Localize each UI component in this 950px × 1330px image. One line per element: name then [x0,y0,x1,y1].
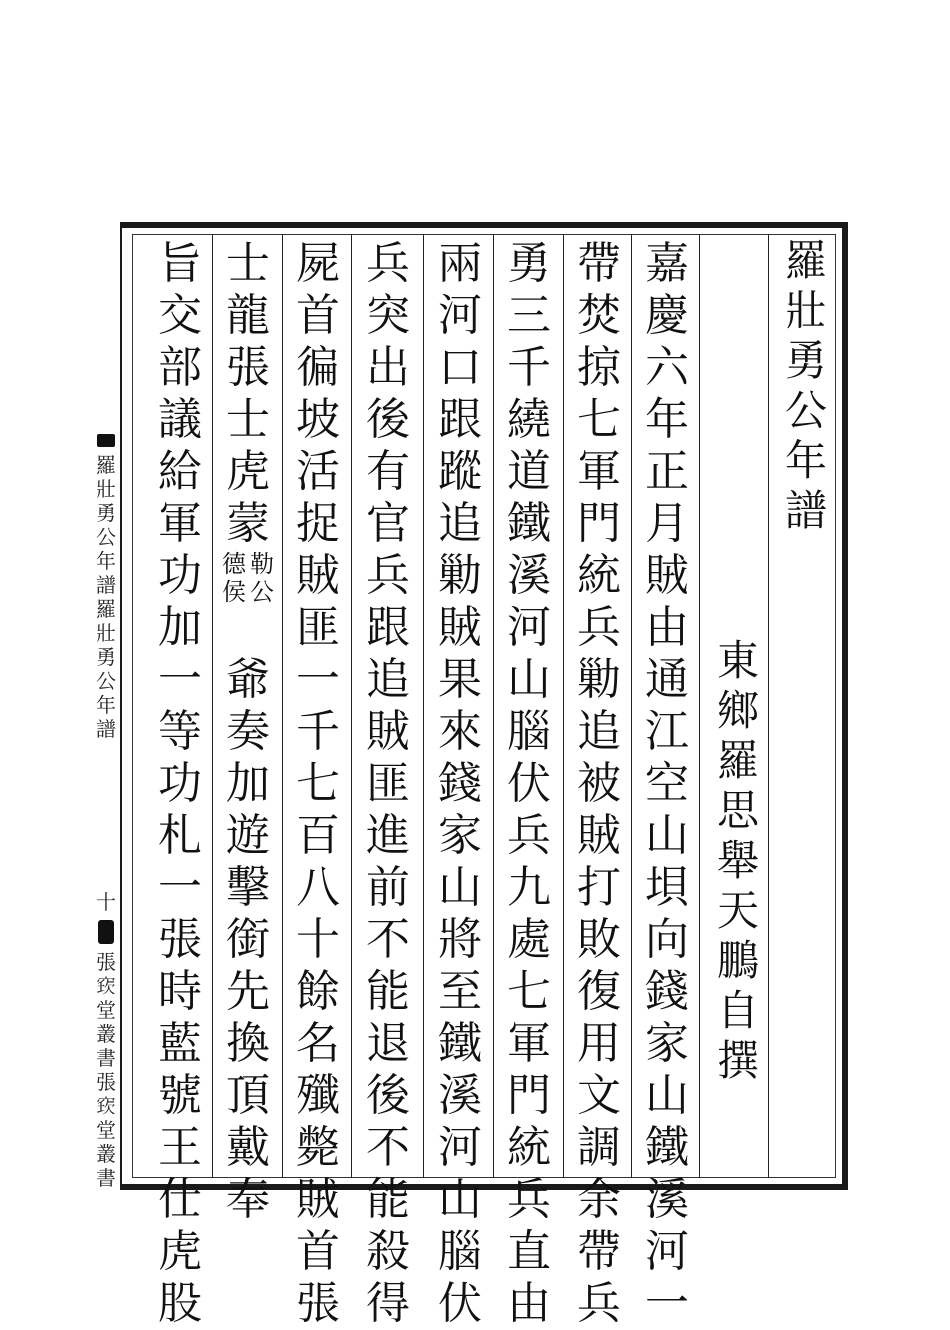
character: 溪 [645,1174,689,1225]
character: 堂 [96,998,116,1022]
character: 家 [438,810,482,861]
character: 向 [645,914,689,965]
character: 賊 [438,602,482,653]
character: 張 [96,950,116,974]
character: 兵 [577,602,621,653]
character: 勦 [577,654,621,705]
character: 追 [366,654,410,705]
column-divider [351,234,352,1178]
character: 嘉 [645,238,689,289]
character: 山 [645,810,689,861]
character: 百 [296,810,340,861]
character: 前 [366,862,410,913]
character: 腦 [438,1226,482,1277]
character: 捉 [296,498,340,549]
character: 功 [158,550,202,601]
fish-tail-mark [97,434,115,447]
character: 王 [158,1122,202,1173]
character: 年 [645,394,689,445]
character: 羅 [784,236,827,285]
character: 跟 [438,394,482,445]
character: 溪 [438,1070,482,1121]
character: 殲 [296,1070,340,1121]
character: 後 [366,1070,410,1121]
character: 正 [645,446,689,497]
character: 龍 [226,290,270,341]
character: 伏 [507,758,551,809]
character: 思 [716,786,759,835]
character: 追 [577,706,621,757]
character: 東 [716,636,759,685]
character: 首 [296,1226,340,1277]
text-column-3 [503,238,555,1330]
character: 空 [645,758,689,809]
character: 千 [507,342,551,393]
character: 張 [296,1278,340,1329]
character: 舉 [716,836,759,885]
character: 戴 [226,1122,270,1173]
character: 撰 [716,1036,759,1085]
page-title [780,236,832,536]
character: 士 [226,238,270,289]
character: 先 [226,966,270,1017]
character: 藍 [158,1018,202,1069]
character: 能 [366,966,410,1017]
character: 復 [577,966,621,1017]
character: 至 [438,966,482,1017]
character: 賊 [366,706,410,757]
character: 一 [645,1278,689,1329]
character: 匪 [296,602,340,653]
character: 交 [158,290,202,341]
character: 張 [158,914,202,965]
character: 鵬 [716,936,759,985]
character: 壯 [784,286,827,335]
character: 一 [158,654,202,705]
character: 蒙 [226,498,270,549]
character: 羅 [716,736,759,785]
character: 譜 [96,573,116,598]
character: 山 [438,862,482,913]
character: 垻 [645,862,689,913]
character: 虎 [158,1226,202,1277]
text-column-2 [573,238,625,1330]
character: 三 [507,290,551,341]
character: 屍 [296,238,340,289]
character: 賊 [577,810,621,861]
fish-tail-mark [98,920,114,944]
character: 札 [158,810,202,861]
text-column-4 [434,238,486,1330]
character: 七 [296,758,340,809]
character: 匪 [366,758,410,809]
character: 部 [158,342,202,393]
author-line [712,636,764,1086]
character: 股 [158,1278,202,1329]
text-column-7 [222,238,274,1226]
column-divider [768,234,769,1178]
folio-number: 十 [96,889,116,914]
character: 有 [366,446,410,497]
character: 月 [645,498,689,549]
character: 鐵 [507,498,551,549]
character: 腦 [507,706,551,757]
interlinear-note: 勒 公 德 侯 [222,550,274,606]
character: 時 [158,966,202,1017]
character: 鐵 [645,1122,689,1173]
character: 擊 [226,862,270,913]
character: 加 [158,602,202,653]
character: 由 [507,1278,551,1329]
character: 將 [438,914,482,965]
column-divider [493,234,494,1178]
character: 跟 [366,602,410,653]
character: 徧 [296,342,340,393]
character: 遊 [226,810,270,861]
character: 來 [438,706,482,757]
character: 𥦔 [96,974,116,998]
character: 掠 [577,342,621,393]
margin-book-title: 羅 壯 勇 公 年 譜 羅 壯 勇 公 年 譜 [96,453,116,742]
character: 調 [577,1122,621,1173]
character: 旨 [158,238,202,289]
character: 兵 [507,810,551,861]
character: 號 [158,1070,202,1121]
character: 河 [507,602,551,653]
character: 果 [438,654,482,705]
character: 焚 [577,290,621,341]
character: 伏 [438,1278,482,1329]
character: 不 [366,1122,410,1173]
character: 鄉 [716,686,759,735]
character: 山 [507,654,551,705]
column-divider [631,234,632,1178]
character: 道 [507,446,551,497]
character: 山 [645,1070,689,1121]
character: 七 [507,966,551,1017]
text-column-5 [362,238,414,1330]
character: 門 [577,498,621,549]
character: 勇 [784,336,827,385]
character: 十 [296,914,340,965]
character: 虎 [226,446,270,497]
margin-strip [94,222,118,1190]
character: 士 [226,394,270,445]
character: 公 [96,525,116,550]
text-column-6 [292,238,344,1330]
character: 慶 [645,290,689,341]
character: 軍 [158,498,202,549]
character: 坡 [296,394,340,445]
character: 文 [577,1070,621,1121]
character: 加 [226,758,270,809]
character: 打 [577,862,621,913]
character: 統 [577,550,621,601]
character: 口 [438,342,482,393]
character: 等 [158,706,202,757]
character: 追 [438,498,482,549]
column-divider [699,234,700,1178]
character: 勇 [507,238,551,289]
character: 功 [158,758,202,809]
character: 給 [158,446,202,497]
character: 七 [577,394,621,445]
character: 自 [716,986,759,1035]
character: 兵 [507,1174,551,1225]
character: 官 [366,498,410,549]
character: 年 [784,436,827,485]
character: 余 [577,1174,621,1225]
character: 河 [645,1226,689,1277]
character: 由 [645,602,689,653]
character: 一 [296,654,340,705]
character: 殺 [366,1226,410,1277]
character: 叢 [96,1022,116,1046]
character: 千 [296,706,340,757]
text-column-8 [154,238,206,1330]
character: 繞 [507,394,551,445]
character: 書 [96,1046,116,1070]
character: 爺 [226,654,270,705]
character: 換 [226,1018,270,1069]
character: 後 [366,394,410,445]
character: 進 [366,810,410,861]
character: 鐵 [438,1018,482,1069]
character: 錢 [438,758,482,809]
text-column-1 [641,238,693,1330]
character: 河 [438,1122,482,1173]
character: 出 [366,342,410,393]
character: 兩 [438,238,482,289]
character: 勇 [96,501,116,526]
character: 奏 [226,706,270,757]
character: 帶 [577,1226,621,1277]
character: 奉 [226,1174,270,1225]
character: 賊 [296,1174,340,1225]
character: 軍 [507,1018,551,1069]
character: 斃 [296,1122,340,1173]
character: 天 [716,886,759,935]
character: 八 [296,862,340,913]
character: 頂 [226,1070,270,1121]
character: 賊 [296,550,340,601]
character: 門 [507,1070,551,1121]
character: 張 [226,342,270,393]
character: 名 [296,1018,340,1069]
character: 議 [158,394,202,445]
character: 年 [96,549,116,574]
character: 餘 [296,966,340,1017]
character: 九 [507,862,551,913]
character: 通 [645,654,689,705]
character: 首 [296,290,340,341]
character: 兵 [366,550,410,601]
character: 退 [366,1018,410,1069]
character: 錢 [645,966,689,1017]
character: 壯 [96,477,116,502]
character: 統 [507,1122,551,1173]
character: 被 [577,758,621,809]
character: 羅 [96,453,116,478]
character: 蹤 [438,446,482,497]
character: 不 [366,914,410,965]
column-divider [282,234,283,1178]
character: 溪 [507,550,551,601]
character: 兵 [366,238,410,289]
character: 軍 [577,446,621,497]
character: 勦 [438,550,482,601]
character: 江 [645,706,689,757]
column-divider [212,234,213,1178]
character: 銜 [226,914,270,965]
character: 河 [438,290,482,341]
character: 公 [784,386,827,435]
margin-publisher: 張 𥦔 堂 叢 書 張 𥦔 堂 叢 書 [96,950,116,1190]
character: 帶 [577,238,621,289]
character: 賊 [645,550,689,601]
character: 直 [507,1226,551,1277]
character: 能 [366,1174,410,1225]
character: 敗 [577,914,621,965]
character: 譜 [784,486,827,535]
character: 兵 [577,1278,621,1329]
character: 一 [158,862,202,913]
character: 得 [366,1278,410,1329]
character: 處 [507,914,551,965]
column-divider [563,234,564,1178]
character: 六 [645,342,689,393]
character: 山 [438,1174,482,1225]
column-divider [423,234,424,1178]
character: 家 [645,1018,689,1069]
character: 突 [366,290,410,341]
character: 活 [296,446,340,497]
character: 仕 [158,1174,202,1225]
character: 用 [577,1018,621,1069]
